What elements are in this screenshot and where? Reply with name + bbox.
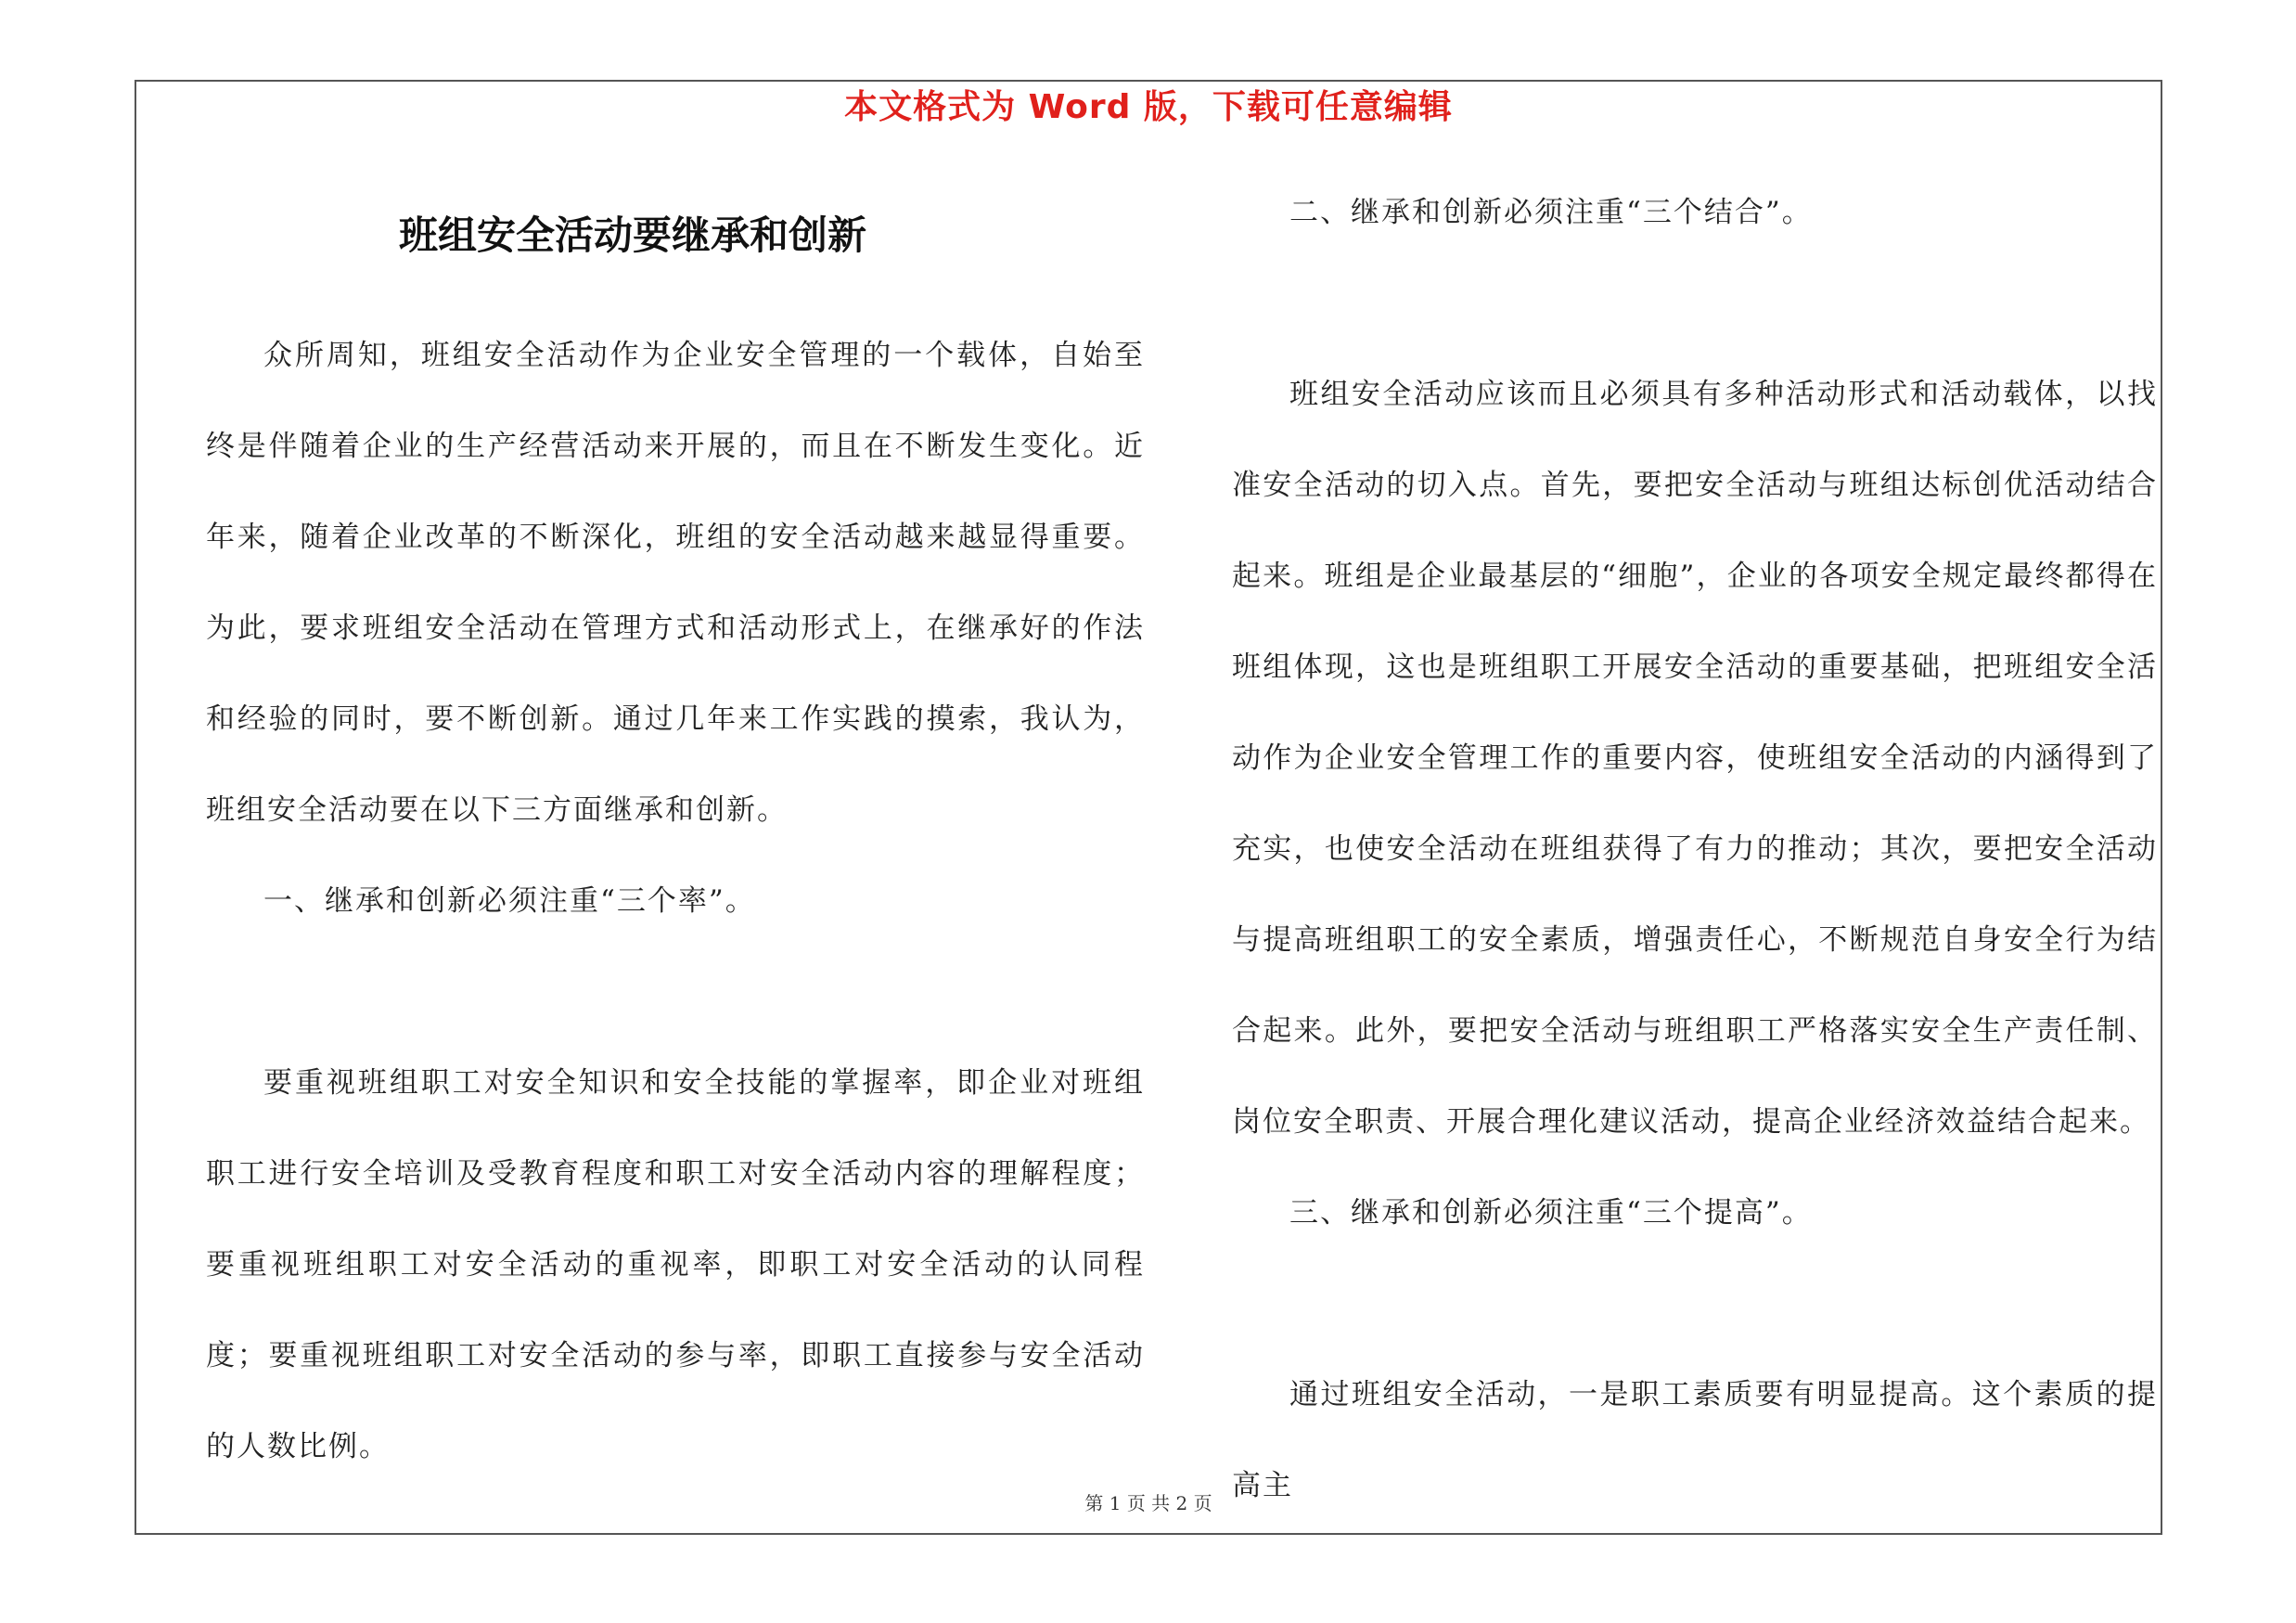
word-format-banner: 本文格式为 Word 版，下载可任意编辑: [844, 88, 1453, 126]
heading-section-one: 一、继承和创新必须注重“三个率”。: [263, 884, 756, 918]
heading-section-two: 二、继承和创新必须注重“三个结合”。: [1289, 196, 1813, 229]
paragraph-section-three: 通过班组安全活动，一是职工素质要有明显提高。这个素质的提高主: [1232, 1378, 2158, 1502]
paragraph-section-one: 要重视班组职工对安全知识和安全技能的掌握率，即企业对班组职工进行安全培训及受教育程度和职工对安全活动内容的理解程度；要重视班组职工对安全活动的重视率，即职工对安全活动的认同程度；要重视班组职工对安全活动的参与率，即职工直接参与安全活动的人数比例。: [206, 1066, 1145, 1463]
heading-section-three: 三、继承和创新必须注重“三个提高”。: [1289, 1196, 1813, 1230]
paragraph-intro: 众所周知，班组安全活动作为企业安全管理的一个载体，自始至终是伴随着企业的生产经营活动来开展的，而且在不断发生变化。近年来，随着企业改革的不断深化，班组的安全活动越来越显得重要。为此，要求班组安全活动在管理方式和活动形式上，在继承好的作法和经验的同时，要不断创新。通过几年来工作实践的摸索，我认为，班组安全活动要在以下三方面继承和创新。: [206, 339, 1145, 827]
page-number-footer: 第 1 页 共 2 页: [1084, 1492, 1212, 1514]
document-title: 班组安全活动要继承和创新: [398, 213, 866, 258]
paragraph-section-two: 班组安全活动应该而且必须具有多种活动形式和活动载体，以找准安全活动的切入点。首先，要把安全活动与班组达标创优活动结合起来。班组是企业最基层的“细胞”，企业的各项安全规定最终都得在班组体现，这也是班组职工开展安全活动的重要基础，把班组安全活动作为企业安全管理工作的重要内容，使班组安全活动的内涵得到了充实，也使安全活动在班组获得了有力的推动；其次，要把安全活动与提高班组职工的安全素质，增强责任心，不断规范自身安全行为结合起来。此外，要把安全活动与班组职工严格落实安全生产责任制、岗位安全职责、开展合理化建议活动，提高企业经济效益结合起来。: [1232, 378, 2158, 1139]
